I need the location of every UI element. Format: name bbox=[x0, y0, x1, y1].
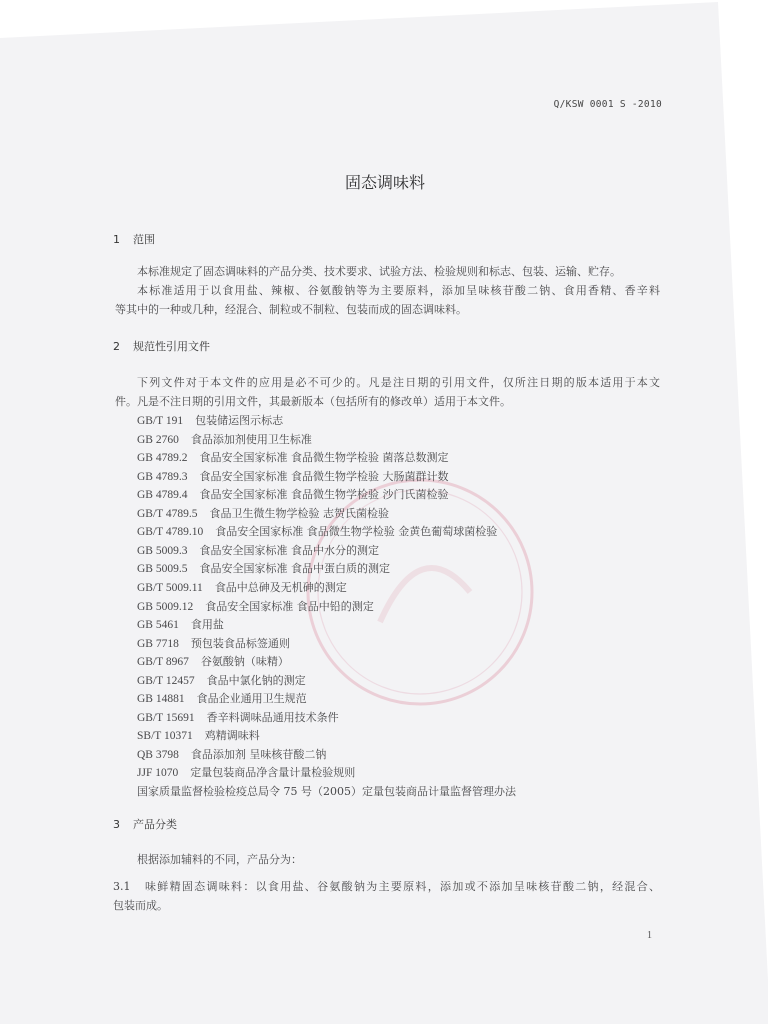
reference-item bbox=[137, 525, 497, 539]
subsection-3-1-line: 包装而成。 bbox=[113, 899, 168, 912]
reference-code: GB 4789.2 bbox=[137, 452, 188, 465]
reference-code: GB/T 4789.10 bbox=[137, 526, 204, 539]
reference-title: 食品安全国家标准 食品微生物学检验 大肠菌群计数 bbox=[199, 469, 449, 483]
reference-title: 食品安全国家标准 食品中水分的测定 bbox=[199, 543, 379, 557]
reference-title: 食品安全国家标准 食品微生物学检验 菌落总数测定 bbox=[199, 451, 449, 465]
reference-item bbox=[137, 544, 379, 558]
subsection-3-1-number: 3.1 bbox=[113, 880, 131, 893]
reference-code: GB 5009.12 bbox=[137, 600, 194, 613]
reference-title: 食品安全国家标准 食品微生物学检验 沙门氏菌检验 bbox=[199, 488, 449, 502]
reference-item bbox=[137, 414, 283, 428]
reference-code: GB/T 5009.11 bbox=[137, 581, 203, 594]
reference-code: GB/T 15691 bbox=[137, 711, 195, 724]
reference-title: 食品安全国家标准 食品微生物学检验 金黄色葡萄球菌检验 bbox=[215, 525, 498, 539]
reference-code: GB 2760 bbox=[137, 433, 179, 446]
reference-code: GB/T 8967 bbox=[137, 656, 189, 669]
document-title: 固态调味料 bbox=[344, 173, 425, 192]
reference-code: GB 5009.5 bbox=[137, 563, 188, 576]
reference-item bbox=[137, 748, 326, 762]
reference-item bbox=[137, 451, 448, 465]
reference-title: 食用盐 bbox=[190, 618, 224, 632]
section-1-line: 本标准规定了固态调味料的产品分类、技术要求、试验方法、检验规则和标志、包装、运输、贮存。 bbox=[137, 265, 621, 278]
section-1-line: 本标准适用于以食用盐、辣椒、谷氨酸钠等为主要原料，添加呈味核苷酸二钠、食用香精、香辛料 bbox=[137, 284, 660, 297]
page-number: 1 bbox=[647, 930, 652, 941]
reference-title: 鸡精调味料 bbox=[204, 729, 260, 743]
section-3-number: 3 bbox=[113, 818, 120, 831]
section-2-line: 下列文件对于本文件的应用是必不可少的。凡是注日期的引用文件，仅所注日期的版本适用于本文 bbox=[137, 376, 660, 389]
reference-title: 食品添加剂 呈味核苷酸二钠 bbox=[190, 747, 327, 761]
reference-title: 食品中总砷及无机砷的测定 bbox=[214, 580, 347, 594]
reference-code: GB 4789.4 bbox=[137, 489, 188, 502]
reference-title: 食品卫生微生物学检验 志贺氏菌检验 bbox=[209, 506, 389, 520]
reference-item bbox=[137, 581, 347, 595]
reference-code: GB 5009.3 bbox=[137, 544, 188, 557]
reference-title: 食品中氯化钠的测定 bbox=[206, 673, 306, 687]
reference-code: GB 14881 bbox=[137, 693, 185, 706]
reference-item bbox=[137, 729, 260, 743]
reference-item bbox=[137, 655, 289, 669]
reference-title: 包装储运图示标志 bbox=[195, 414, 284, 427]
reference-code: GB/T 12457 bbox=[137, 674, 195, 687]
reference-item bbox=[137, 692, 307, 706]
reference-item bbox=[137, 674, 306, 688]
section-2-number: 2 bbox=[113, 340, 120, 353]
reference-code: JJF 1070 bbox=[137, 767, 179, 780]
reference-title: 谷氨酸钠（味精） bbox=[200, 655, 289, 669]
reference-title: 食品企业通用卫生规范 bbox=[196, 692, 307, 706]
section-1-heading: 范围 bbox=[133, 233, 155, 246]
reference-item bbox=[137, 711, 339, 725]
reference-title: 国家质量监督检验检疫总局令 75 号（2005）定量包装商品计量监督管理办法 bbox=[137, 785, 516, 798]
reference-code: GB 5461 bbox=[137, 619, 179, 632]
reference-title: 预包装食品标签通则 bbox=[190, 636, 290, 650]
reference-title: 食品安全国家标准 食品中铅的测定 bbox=[205, 599, 374, 613]
reference-item bbox=[137, 562, 390, 576]
reference-code: GB/T 191 bbox=[137, 415, 184, 427]
reference-item bbox=[137, 618, 224, 632]
reference-code: GB/T 4789.5 bbox=[137, 507, 198, 520]
section-2-heading: 规范性引用文件 bbox=[133, 340, 210, 353]
reference-title: 食品添加剂使用卫生标准 bbox=[190, 432, 312, 446]
section-3-heading: 产品分类 bbox=[133, 818, 177, 831]
section-3-line: 根据添加辅料的不同，产品分为： bbox=[137, 853, 302, 866]
section-1-number: 1 bbox=[113, 233, 120, 246]
reference-title: 香辛料调味品通用技术条件 bbox=[206, 710, 339, 724]
reference-item bbox=[137, 488, 448, 502]
subsection-3-1-line: 味鲜精固态调味料：以食用盐、谷氨酸钠为主要原料，添加或不添加呈味核苷酸二钠，经混合、 bbox=[145, 880, 660, 893]
reference-item bbox=[137, 637, 290, 651]
reference-item bbox=[137, 600, 374, 614]
reference-item bbox=[137, 433, 312, 447]
reference-code: QB 3798 bbox=[137, 748, 179, 761]
section-1-line: 等其中的一种或几种，经混合、制粒或不制粒、包装而成的固态调味料。 bbox=[115, 303, 467, 316]
reference-code: GB 4789.3 bbox=[137, 470, 188, 483]
standard-code-header: Q/KSW 0001 S -2010 bbox=[553, 99, 662, 110]
reference-title: 食品安全国家标准 食品中蛋白质的测定 bbox=[199, 562, 390, 576]
reference-item bbox=[137, 766, 355, 780]
reference-item bbox=[137, 470, 448, 484]
reference-title: 定量包装商品净含量计量检验规则 bbox=[190, 766, 356, 780]
reference-code: GB 7718 bbox=[137, 637, 179, 650]
section-2-line: 件。凡是不注日期的引用文件，其最新版本（包括所有的修改单）适用于本文件。 bbox=[115, 395, 511, 408]
reference-item bbox=[137, 507, 389, 521]
reference-item bbox=[137, 785, 516, 799]
reference-code: SB/T 10371 bbox=[137, 730, 193, 743]
